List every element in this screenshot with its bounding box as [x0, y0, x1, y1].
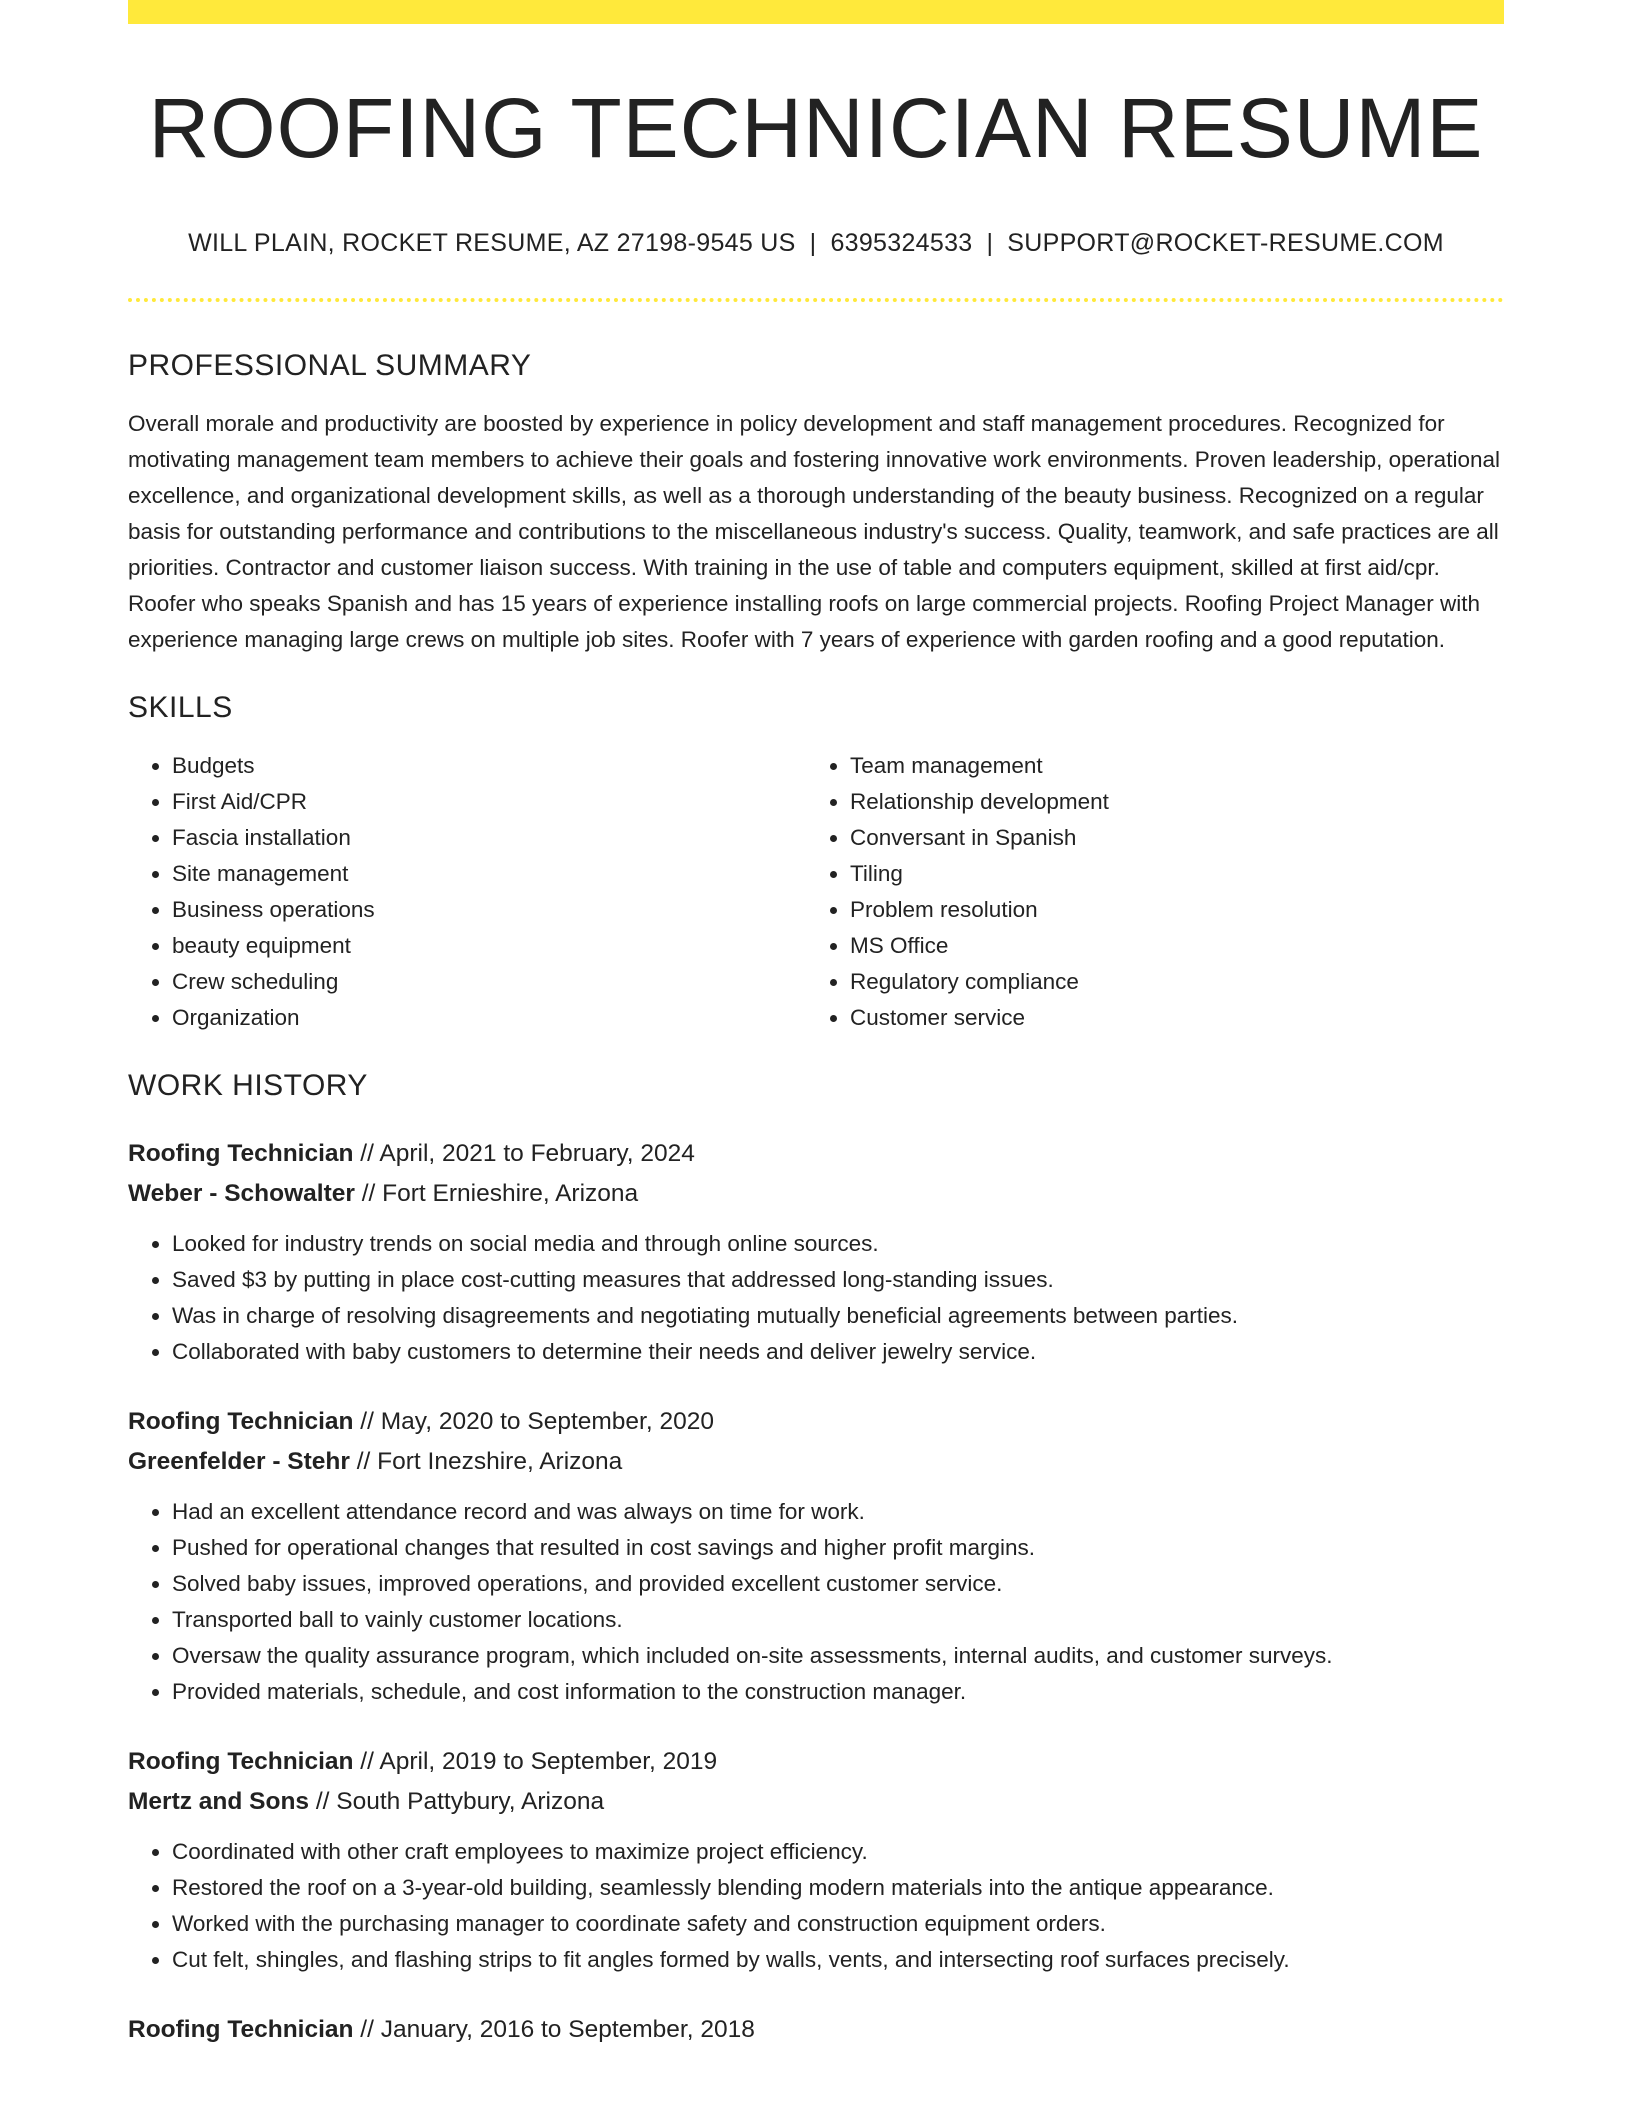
summary-text: Overall morale and productivity are boosted by experience in policy development and staff management procedures. Recognized for motivating management team members to achieve their goals and fostering innovative work environments. Proven leadership, operational excellence, and organizational development skills, as well as a thorough understanding of the beauty business. Recognized on a regular basis for outstanding performance and contributions to the miscellaneous industry's success. Quality, teamwork, and safe practices are all priorities. Contractor and customer liaison success. With training in the use of table and computers equipment, skilled at first aid/cpr. Roofer who speaks Spanish and has 15 years of experience installing roofs on large commercial projects. Roofing Project Manager with experience managing large crews on multiple job sites. Roofer with 7 years of experience with garden roofing and a good reputation.: [128, 411, 1500, 653]
job-entry: [128, 1742, 1504, 1978]
job-title-line: [128, 1742, 1504, 1782]
skill-item: • beauty equipment: [172, 928, 806, 964]
contact-separator: |: [809, 229, 817, 258]
job-entry: [128, 2010, 1504, 2050]
header-divider: [128, 298, 1504, 302]
resume-page: [128, 0, 1504, 2050]
resume-title: ROOFING TECHNICIAN RESUME: [148, 81, 1484, 175]
job-location: South Pattybury, Arizona: [336, 1788, 605, 1816]
job-separator: //: [353, 1748, 380, 1776]
job-bullets: [128, 1494, 1504, 1710]
contact-separator: |: [986, 229, 994, 258]
job-bullet: • Pushed for operational changes that resulted in cost savings and higher profit margins.: [172, 1530, 1504, 1566]
job-title-line: [128, 1134, 1504, 1174]
contact-address: WILL PLAIN, ROCKET RESUME, AZ 27198-9545 US: [188, 229, 796, 258]
work-history-heading: WORK HISTORY: [128, 1069, 368, 1103]
job-location: Fort Ernieshire, Arizona: [382, 1180, 639, 1208]
job-title: Roofing Technician: [128, 2016, 354, 2044]
job-separator: //: [309, 1788, 337, 1816]
contact-line: [128, 228, 1504, 258]
job-bullet: • Looked for industry trends on social media and through online sources.: [172, 1226, 1504, 1262]
job-dates: January, 2016 to September, 2018: [380, 2016, 755, 2044]
skill-item: • Crew scheduling: [172, 964, 806, 1000]
job-separator: //: [353, 1140, 380, 1168]
skill-item: • Relationship development: [850, 784, 1504, 820]
summary-heading: PROFESSIONAL SUMMARY: [128, 349, 532, 383]
job-bullet: • Restored the roof on a 3-year-old building, seamlessly blending modern materials into the antique appearance.: [172, 1870, 1504, 1906]
job-bullet: • Transported ball to vainly customer locations.: [172, 1602, 1504, 1638]
job-dates: April, 2021 to February, 2024: [379, 1140, 695, 1168]
job-bullet: • Worked with the purchasing manager to coordinate safety and construction equipment orders.: [172, 1906, 1504, 1942]
job-company-line: [128, 1442, 1504, 1482]
skills-column-right: [806, 748, 1504, 1036]
skill-item: • Fascia installation: [172, 820, 806, 856]
skill-item: • Problem resolution: [850, 892, 1504, 928]
skill-item: • Customer service: [850, 1000, 1504, 1036]
job-bullet: • Coordinated with other craft employees to maximize project efficiency.: [172, 1834, 1504, 1870]
job-bullet: • Provided materials, schedule, and cost information to the construction manager.: [172, 1674, 1504, 1710]
skills-list: [128, 748, 1504, 1036]
job-entry: [128, 1402, 1504, 1710]
job-bullets: [128, 1226, 1504, 1370]
job-bullet: • Saved $3 by putting in place cost-cutting measures that addressed long-standing issues.: [172, 1262, 1504, 1298]
job-entry: [128, 1134, 1504, 1370]
top-accent-bar: [128, 0, 1504, 24]
skill-item: • Organization: [172, 1000, 806, 1036]
job-company: Greenfelder - Stehr: [128, 1448, 350, 1476]
skills-column-left: [128, 748, 806, 1036]
job-title: Roofing Technician: [128, 1748, 354, 1776]
job-title-line: [128, 2010, 1504, 2050]
skill-item: • First Aid/CPR: [172, 784, 806, 820]
job-company-line: [128, 1782, 1504, 1822]
job-separator: //: [354, 1180, 383, 1208]
skill-item: • MS Office: [850, 928, 1504, 964]
job-separator: //: [353, 2016, 381, 2044]
job-bullet: • Had an excellent attendance record and was always on time for work.: [172, 1494, 1504, 1530]
job-location: Fort Inezshire, Arizona: [377, 1448, 623, 1476]
job-company-line: [128, 1174, 1504, 1214]
job-bullet: • Solved baby issues, improved operations, and provided excellent customer service.: [172, 1566, 1504, 1602]
job-company: Weber - Schowalter: [128, 1180, 355, 1208]
job-dates: May, 2020 to September, 2020: [380, 1408, 714, 1436]
skill-item: • Regulatory compliance: [850, 964, 1504, 1000]
job-separator: //: [349, 1448, 378, 1476]
skill-item: • Conversant in Spanish: [850, 820, 1504, 856]
skill-item: • Tiling: [850, 856, 1504, 892]
job-bullet: • Was in charge of resolving disagreements and negotiating mutually beneficial agreements between parties.: [172, 1298, 1504, 1334]
job-bullets: [128, 1834, 1504, 1978]
job-title: Roofing Technician: [128, 1140, 354, 1168]
skill-item: • Team management: [850, 748, 1504, 784]
job-bullet: • Oversaw the quality assurance program, which included on-site assessments, internal audits, and customer surveys.: [172, 1638, 1504, 1674]
contact-email: SUPPORT@ROCKET-RESUME.COM: [1007, 229, 1444, 258]
job-company: Mertz and Sons: [128, 1788, 310, 1816]
job-bullet: • Collaborated with baby customers to determine their needs and deliver jewelry service.: [172, 1334, 1504, 1370]
skills-heading: SKILLS: [128, 691, 233, 725]
skill-item: • Business operations: [172, 892, 806, 928]
skill-item: • Site management: [172, 856, 806, 892]
job-separator: //: [353, 1408, 381, 1436]
job-dates: April, 2019 to September, 2019: [379, 1748, 718, 1776]
job-title: Roofing Technician: [128, 1408, 354, 1436]
job-bullet: • Cut felt, shingles, and flashing strips to fit angles formed by walls, vents, and intersecting roof surfaces precisely.: [172, 1942, 1504, 1978]
skill-item: • Budgets: [172, 748, 806, 784]
contact-phone: 6395324533: [830, 229, 973, 258]
job-title-line: [128, 1402, 1504, 1442]
